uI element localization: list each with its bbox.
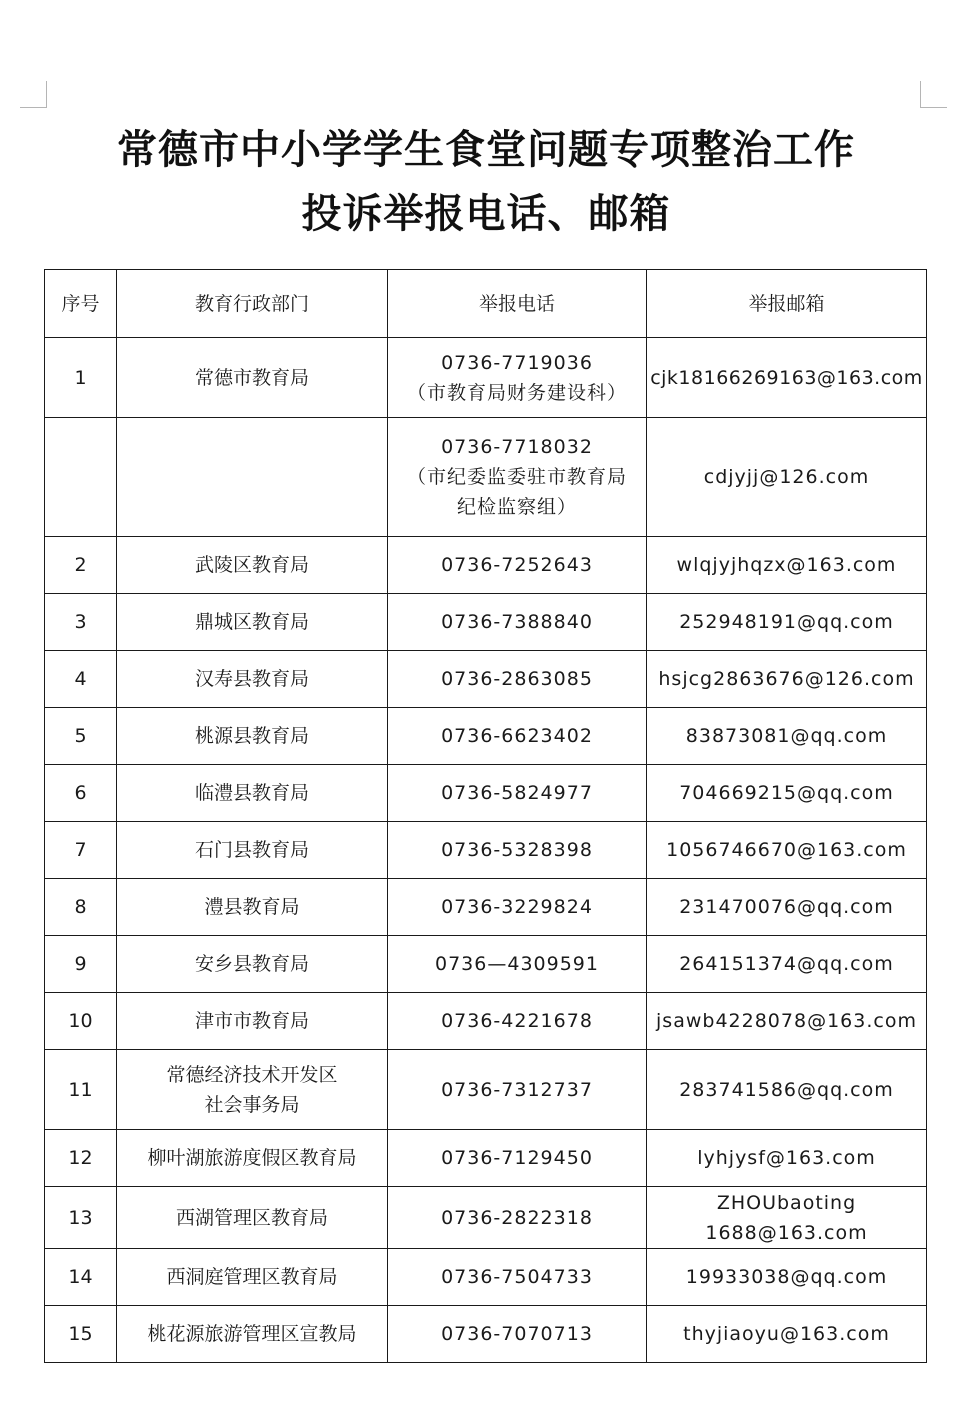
row-number: 12 [45, 1130, 117, 1187]
header-number: 序号 [45, 270, 117, 338]
department-name: 临澧县教育局 [117, 765, 388, 822]
email-cell [647, 1187, 927, 1249]
table-row [45, 708, 927, 765]
row-number: 5 [45, 708, 117, 765]
phone-number: 0736-5824977 [388, 765, 647, 822]
phone-note: （市教育局财务建设科） [406, 381, 627, 404]
department-name-line-1: 常德经济技术开发区 [166, 1063, 338, 1086]
table-row [45, 936, 927, 993]
email-address: 283741586@qq.com [647, 1050, 927, 1130]
department-name: 武陵区教育局 [117, 537, 388, 594]
phone-number: 0736—4309591 [388, 936, 647, 993]
row-number: 6 [45, 765, 117, 822]
email-address: thyjiaoyu@163.com [647, 1306, 927, 1363]
table-row [45, 822, 927, 879]
row-number: 3 [45, 594, 117, 651]
email-address: 1056746670@163.com [647, 822, 927, 879]
table-row [45, 537, 927, 594]
row-number: 2 [45, 537, 117, 594]
department-name-line-2: 社会事务局 [204, 1093, 300, 1116]
department-name: 鼎城区教育局 [117, 594, 388, 651]
email-address: jsawb4228078@163.com [647, 993, 927, 1050]
row-number: 14 [45, 1249, 117, 1306]
phone-number: 0736-7252643 [388, 537, 647, 594]
email-address: lyhjysf@163.com [647, 1130, 927, 1187]
phone-number: 0736-2822318 [388, 1187, 647, 1249]
department-name: 桃源县教育局 [117, 708, 388, 765]
header-phone: 举报电话 [388, 270, 647, 338]
department-name: 澧县教育局 [117, 879, 388, 936]
department-name: 常德市教育局 [117, 338, 388, 418]
phone-number: 0736-3229824 [388, 879, 647, 936]
email-address: 704669215@qq.com [647, 765, 927, 822]
phone-number: 0736-5328398 [388, 822, 647, 879]
phone-cell [388, 338, 647, 418]
table-row [45, 594, 927, 651]
header-department: 教育行政部门 [117, 270, 388, 338]
table-row [45, 765, 927, 822]
phone-number: 0736-2863085 [388, 651, 647, 708]
table-header-row [45, 270, 927, 338]
row-number: 10 [45, 993, 117, 1050]
department-cell [117, 1050, 388, 1130]
department-name [117, 418, 388, 537]
table-row [45, 1306, 927, 1363]
email-address: cdjyjj@126.com [647, 418, 927, 537]
row-number: 13 [45, 1187, 117, 1249]
department-name: 西湖管理区教育局 [117, 1187, 388, 1249]
email-address: 19933038@qq.com [647, 1249, 927, 1306]
email-address: 231470076@qq.com [647, 879, 927, 936]
row-number: 11 [45, 1050, 117, 1130]
row-number: 8 [45, 879, 117, 936]
email-address: hsjcg2863676@126.com [647, 651, 927, 708]
document-title-line-1: 常德市中小学学生食堂问题专项整治工作 [117, 127, 855, 173]
phone-number: 0736-7312737 [388, 1050, 647, 1130]
table-row [45, 1050, 927, 1130]
complaint-contact-table [44, 269, 927, 1363]
row-number: 9 [45, 936, 117, 993]
row-number: 15 [45, 1306, 117, 1363]
document-title-line-2: 投诉举报电话、邮箱 [301, 191, 671, 237]
email-address: wlqjyjhqzx@163.com [647, 537, 927, 594]
phone-number: 0736-7718032 [441, 436, 593, 458]
row-number [45, 418, 117, 537]
phone-number: 0736-7504733 [388, 1249, 647, 1306]
page-corner-mark-top-left [20, 81, 47, 108]
phone-number: 0736-7070713 [388, 1306, 647, 1363]
phone-note-line-2: 纪检监察组） [456, 496, 577, 518]
header-email: 举报邮箱 [647, 270, 927, 338]
department-name: 石门县教育局 [117, 822, 388, 879]
email-address: 83873081@qq.com [647, 708, 927, 765]
table-row [45, 1249, 927, 1306]
row-number: 7 [45, 822, 117, 879]
row-number: 1 [45, 338, 117, 418]
phone-cell [388, 418, 647, 537]
table-row [45, 1130, 927, 1187]
phone-number: 0736-4221678 [388, 993, 647, 1050]
table-row [45, 879, 927, 936]
phone-number: 0736-7388840 [388, 594, 647, 651]
table-row [45, 651, 927, 708]
page-corner-mark-top-right [920, 81, 947, 108]
table-row [45, 993, 927, 1050]
table-row [45, 418, 927, 537]
email-address-line-2: 1688@163.com [705, 1221, 868, 1244]
email-address: 252948191@qq.com [647, 594, 927, 651]
department-name: 西洞庭管理区教育局 [117, 1249, 388, 1306]
phone-number: 0736-7129450 [388, 1130, 647, 1187]
department-name: 柳叶湖旅游度假区教育局 [117, 1130, 388, 1187]
department-name: 津市市教育局 [117, 993, 388, 1050]
phone-note-line-1: （市纪委监委驻市教育局 [406, 466, 627, 488]
department-name: 安乡县教育局 [117, 936, 388, 993]
email-address-line-1: ZHOUbaoting [716, 1191, 857, 1214]
email-address: 264151374@qq.com [647, 936, 927, 993]
department-name: 桃花源旅游管理区宣教局 [117, 1306, 388, 1363]
department-name: 汉寿县教育局 [117, 651, 388, 708]
phone-number: 0736-7719036 [441, 351, 593, 374]
table-row [45, 1187, 927, 1249]
email-address: cjk18166269163@163.com [647, 338, 927, 418]
row-number: 4 [45, 651, 117, 708]
phone-number: 0736-6623402 [388, 708, 647, 765]
table-row [45, 338, 927, 418]
